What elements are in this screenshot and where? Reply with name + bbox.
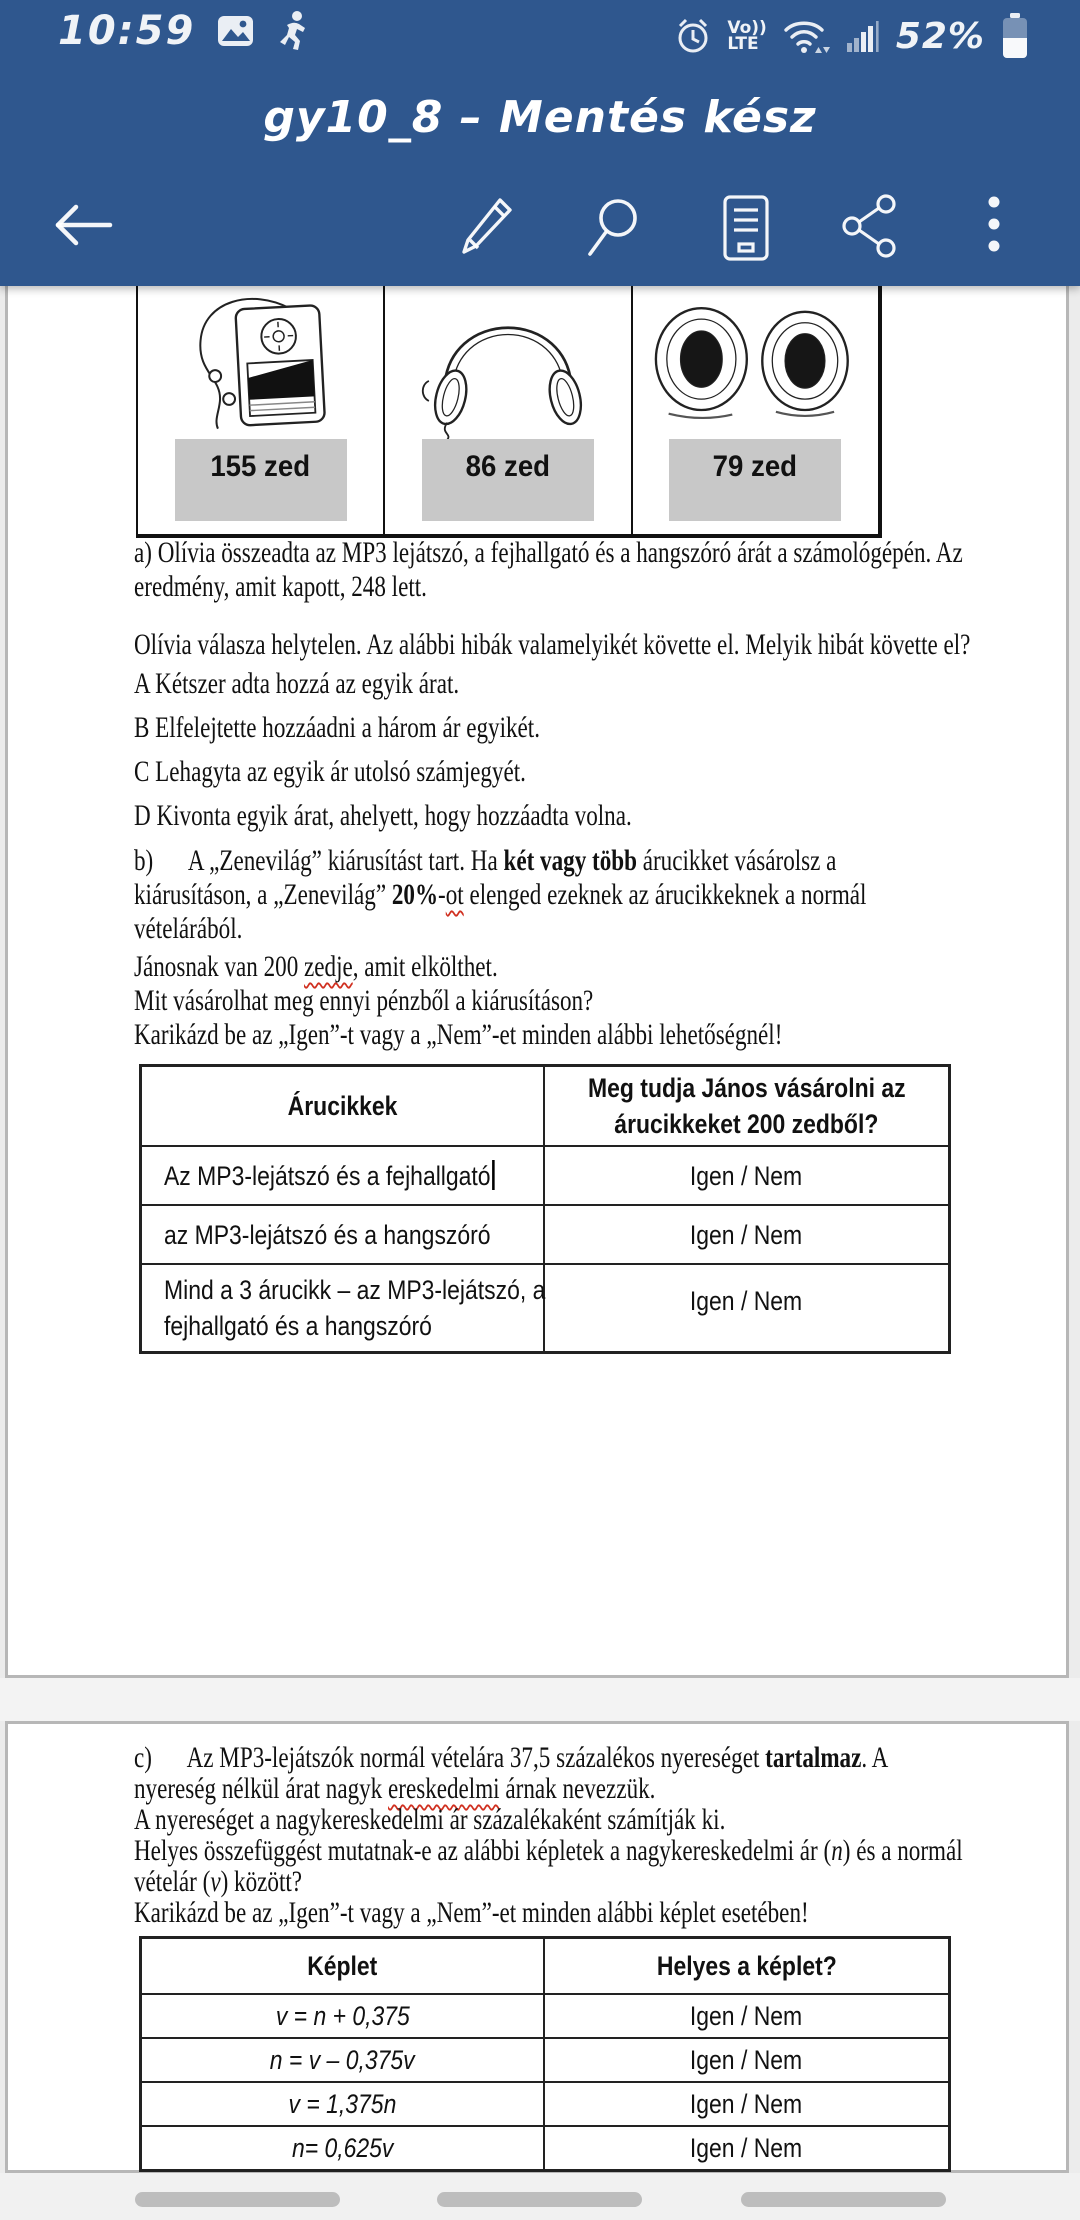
page-gap [0, 1678, 1080, 1721]
price-label-speakers [669, 439, 841, 521]
table-row [142, 1204, 948, 1263]
document-page-2 [5, 1721, 1069, 2173]
paragraph-a-line: eredmény, amit kapott, 248 lett. [134, 570, 427, 603]
volte-bottom-text: LTE [727, 34, 759, 54]
table-row [142, 2081, 948, 2125]
status-bar-left [58, 8, 311, 54]
answer-cell: Igen / Nem [690, 2045, 803, 2075]
nav-back-hint[interactable] [741, 2192, 946, 2207]
header-cell-formula: Képlet [142, 1939, 545, 1993]
question-c-text-block [134, 1742, 1054, 1928]
paragraph-c-line: vételár (v) között? [134, 1865, 303, 1898]
nav-home-hint[interactable] [437, 2192, 642, 2207]
toolbar [0, 184, 1080, 276]
answer-cell: Igen / Nem [690, 2133, 803, 2163]
table-row [142, 1993, 948, 2037]
speakers-drawing [641, 290, 869, 440]
item-cell: Az MP3-lejátszó és a fejhallgató [142, 1147, 545, 1204]
paragraph-b-line: Jánosnak van 200 zedje, amit elkölthet. [134, 950, 498, 983]
table-row [142, 1145, 948, 1204]
product-price-table [136, 286, 882, 538]
answer-cell: Igen / Nem [690, 2001, 803, 2031]
item-cell: az MP3-lejátszó és a hangszóró [142, 1206, 545, 1263]
product-cell-headphones [385, 286, 632, 534]
text-cursor [492, 1160, 495, 1190]
price-label-mp3 [175, 439, 347, 521]
battery-percent-text: 52% [895, 15, 985, 57]
paragraph-a-line: a) Olívia összeadta az MP3 lejátszó, a fejhallgató és a hangszóró árát a számológépén. Az [134, 536, 963, 569]
item-cell: Mind a 3 árucikk – az MP3-lejátszó, a fejhallgató és a hangszóró [142, 1265, 545, 1351]
header-cell-correct: Helyes a képlet? [656, 1951, 837, 1981]
table-row [142, 2037, 948, 2081]
app-header [0, 0, 1080, 286]
mobile-view-icon[interactable] [722, 194, 770, 262]
formula-cell: n= 0,625v [142, 2127, 545, 2169]
price-text: 86 zed [465, 450, 551, 483]
back-button[interactable] [46, 194, 120, 256]
document-page-1 [5, 286, 1069, 1678]
mp3-player-drawing [147, 290, 375, 440]
more-options-icon[interactable] [986, 194, 1002, 254]
paragraph-b-line: kiárusításon, a „Zenevilág” 20%-ot elenged ezeknek az árucikkeknek a normál [134, 878, 867, 911]
headphones-drawing [394, 290, 622, 440]
product-cell-speakers [633, 286, 878, 534]
gallery-icon [217, 14, 255, 48]
answer-option-a: A Kétszer adta hozzá az egyik árat. [134, 667, 460, 700]
paragraph-b-line: vételárából. [134, 912, 243, 945]
formula-cell: v = n + 0,375 [142, 1995, 545, 2037]
battery-icon [1000, 12, 1030, 60]
document-title: gy10_8 – Mentés kész [263, 92, 817, 143]
answer-option-b: B Elfelejtette hozzáadni a három ár egyikét. [134, 711, 540, 744]
answer-cell: Igen / Nem [690, 1160, 803, 1191]
table-row [142, 1263, 948, 1351]
answer-cell: Igen / Nem [690, 2089, 803, 2119]
paragraph-b-line: b) A „Zenevilág” kiárusítást tart. Ha két vagy több árucikket vásárolsz a [134, 844, 837, 877]
table-row [142, 2125, 948, 2169]
formula-cell: n = v – 0,375v [142, 2039, 545, 2081]
table-header-row [142, 1939, 948, 1993]
signal-strength-icon [845, 17, 881, 55]
paragraph-c-line: Helyes összefüggést mutatnak-e az alábbi képletek a nagykereskedelmi ár (n) és a normál [134, 1834, 963, 1867]
paragraph-c-line: A nyereséget a nagykereskedelmi ár százalékaként számítják ki. [134, 1803, 726, 1836]
paragraph-c-line: c) Az MP3-lejátszók normál vételára 37,5 százalékos nyereséget tartalmaz. A [134, 1741, 889, 1774]
nav-recents-hint[interactable] [135, 2192, 340, 2207]
alarm-icon [674, 16, 712, 56]
volte-top-text: Vo)) [727, 18, 767, 38]
paragraph-a-line: Olívia válasza helytelen. Az alábbi hibák valamelyikét követte el. Melyik hibát követte el? [134, 628, 971, 661]
search-icon[interactable] [582, 194, 644, 260]
header-cell-question: Meg tudja János vásárolni az árucikkeket 200 zedből? [587, 1073, 906, 1139]
paragraph-c-line: nyereség nélkül árat nagyk ereskedelmi árnak nevezzük. [134, 1772, 656, 1805]
price-text: 155 zed [210, 450, 311, 483]
answer-cell: Igen / Nem [690, 1219, 803, 1250]
product-cell-mp3-player [138, 286, 385, 534]
price-label-headphones [422, 439, 594, 521]
clock-text: 10:59 [58, 8, 196, 54]
wifi-icon [782, 15, 830, 57]
formula-question-table [139, 1936, 951, 2172]
status-bar-right [674, 12, 1030, 60]
gesture-navigation-bar [0, 2173, 1080, 2220]
table-header-row [142, 1067, 948, 1145]
items-question-table [139, 1064, 951, 1354]
health-runner-icon [277, 10, 311, 52]
volte-icon [727, 20, 766, 52]
paragraph-b-line: Karikázd be az „Igen”-t vagy a „Nem”-et minden alábbi lehetőségnél! [134, 1018, 783, 1051]
paragraph-b-line: Mit vásárolhat meg ennyi pénzből a kiárusításon? [134, 984, 594, 1017]
header-cell-items: Árucikkek [142, 1067, 545, 1145]
edit-pencil-icon[interactable] [454, 194, 516, 260]
share-icon[interactable] [840, 194, 898, 258]
answer-option-d: D Kivonta egyik árat, ahelyett, hogy hozzáadta volna. [134, 799, 632, 832]
answer-cell: Igen / Nem [690, 1286, 803, 1316]
price-text: 79 zed [713, 450, 798, 483]
paragraph-c-line: Karikázd be az „Igen”-t vagy a „Nem”-et minden alábbi képlet esetében! [134, 1896, 809, 1929]
question-text-block [134, 536, 1054, 1052]
formula-cell: v = 1,375n [142, 2083, 545, 2125]
answer-option-c: C Lehagyta az egyik ár utolsó számjegyét. [134, 755, 526, 788]
